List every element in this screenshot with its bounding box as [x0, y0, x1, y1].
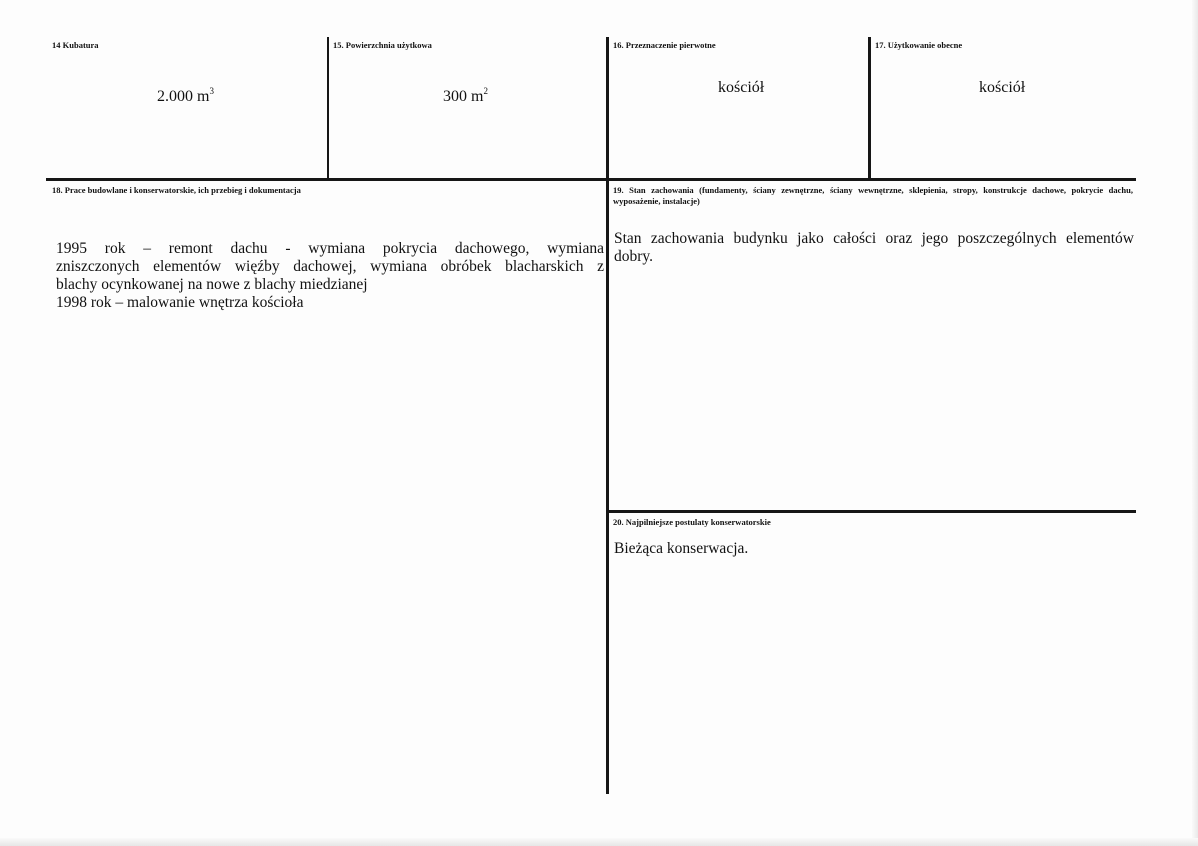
field-18-label: 18. Prace budowlane i konserwatorskie, ich przebieg i dokumentacja [52, 185, 301, 195]
col-divider-15 [327, 37, 329, 180]
field-18-line-2: zniszczonych elementów więźby dachowej, wymiana obróbek blacharskich z [56, 258, 604, 275]
field-16-label: 16. Przeznaczenie pierwotne [613, 40, 716, 50]
field-19-line-2: dobry. [614, 248, 654, 265]
field-18-line-1: 1995 rok – remont dachu - wymiana pokrycia dachowego, wymiana [56, 240, 604, 257]
scan-edge-right [1192, 0, 1198, 846]
field-14-number: 2.000 m [157, 88, 210, 105]
field-20-value: Bieżąca konserwacja. [614, 540, 749, 557]
field-15-unit-exponent: 2 [483, 86, 488, 96]
field-18-text [56, 240, 604, 312]
field-14-unit-exponent: 3 [209, 86, 214, 96]
field-15-value [443, 87, 488, 106]
field-19-text [614, 230, 1134, 266]
field-20-label: 20. Najpilniejsze postulaty konserwatorskie [613, 517, 771, 527]
field-14-label: 14 Kubatura [52, 40, 99, 50]
field-15-number: 300 m [443, 88, 484, 105]
field-14-value [157, 87, 214, 106]
field-18-line-3: blachy ocynkowanej na nowe z blachy miedzianej [56, 276, 368, 293]
field-19-line-1: Stan zachowania budynku jako całości oraz jego poszczególnych elementów [614, 230, 1134, 247]
field-17-value: kościół [979, 79, 1026, 96]
row-divider-top [46, 178, 1136, 181]
scan-edge-bottom [0, 838, 1198, 846]
field-15-label: 15. Powierzchnia użytkowa [333, 40, 432, 50]
row-divider-20 [608, 510, 1136, 513]
field-19-label: 19. Stan zachowania (fundamenty, ściany zewnętrzne, ściany wewnętrzne, sklepienia, stropy, konstrukcje dachowe, pokrycie dachu, wyposażenie, instalacje) [613, 185, 1133, 206]
field-16-value: kościół [718, 79, 765, 96]
col-divider-17 [868, 37, 871, 180]
field-18-line-4: 1998 rok – malowanie wnętrza kościoła [56, 294, 304, 311]
field-17-label: 17. Użytkowanie obecne [875, 40, 963, 50]
col-divider-16 [606, 37, 609, 794]
